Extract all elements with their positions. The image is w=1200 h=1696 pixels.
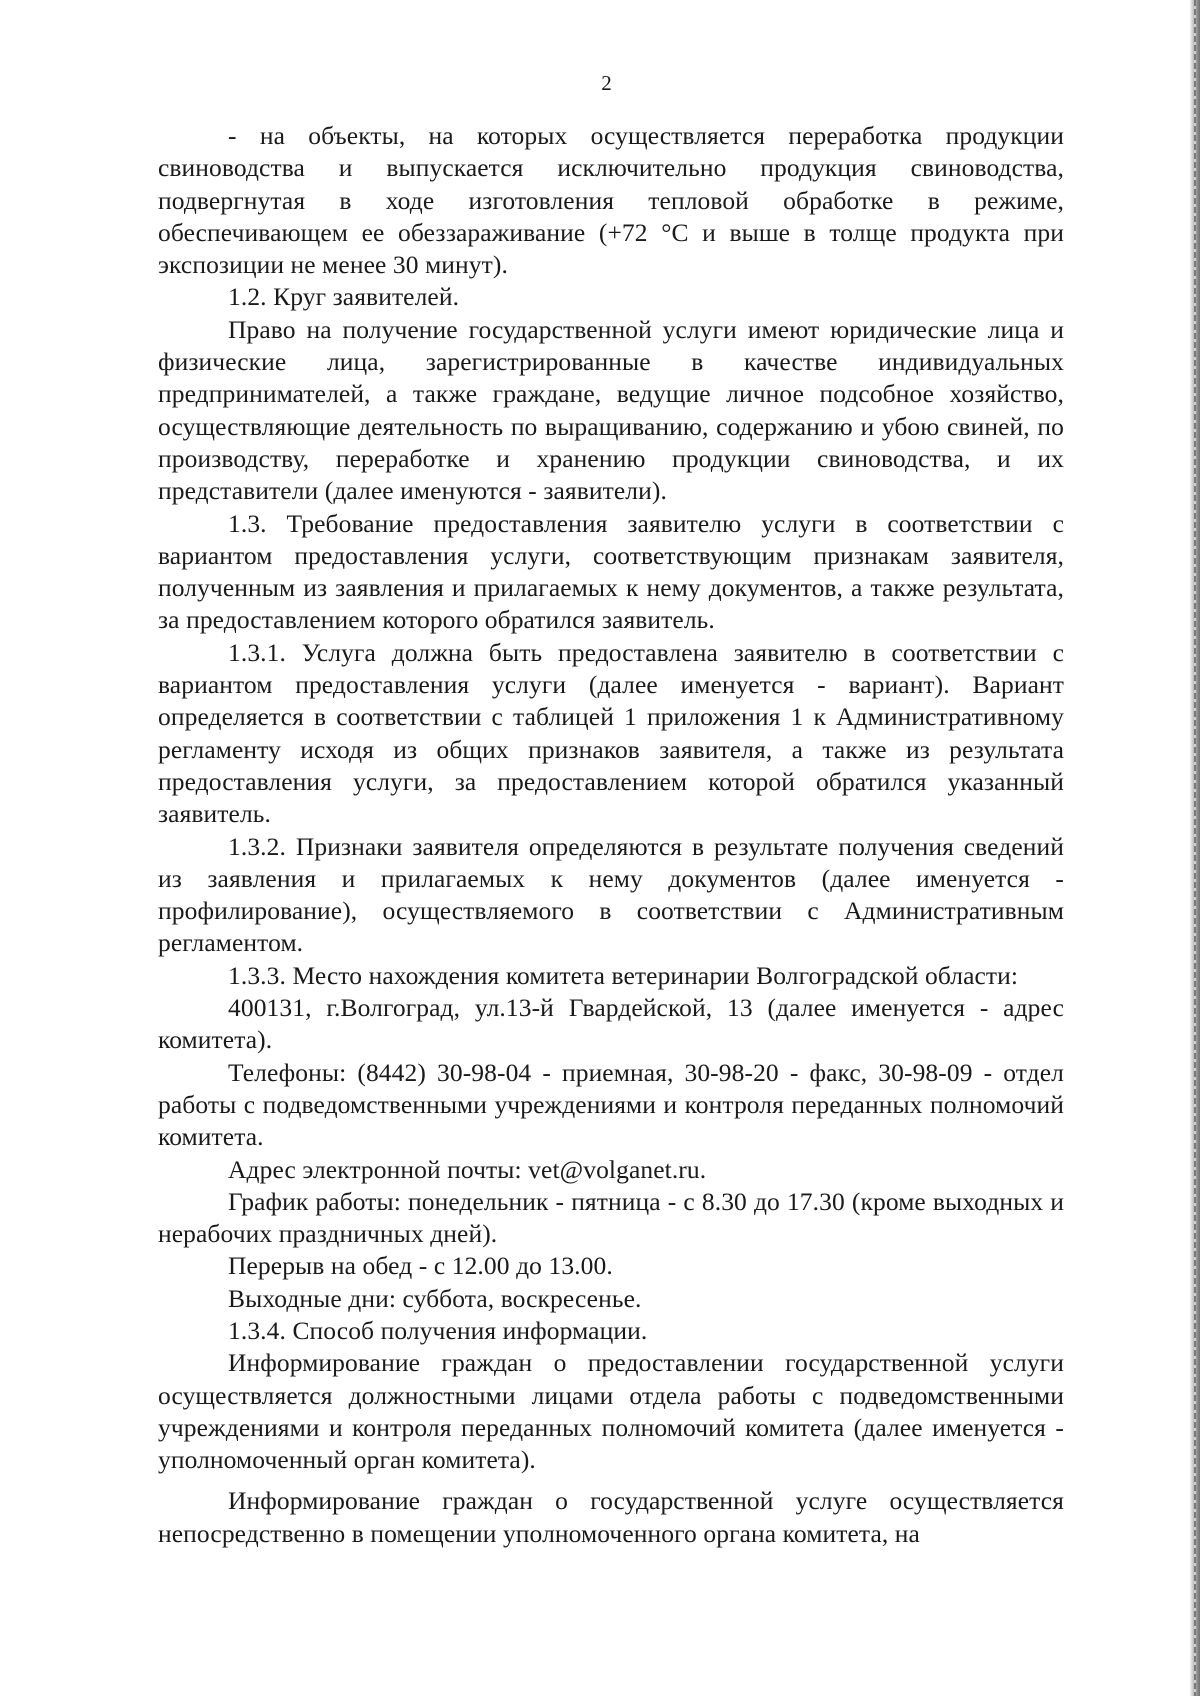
paragraph-applicants-right: Право на получение государственной услуги имеют юридические лица и физические лица, зарегистрированные в качестве индивидуальных предпринимателей, а также граждане, ведущие личное подсобное хозяйство, осуществляющие деятельность по выращиванию, содержанию и убою свиней, по производству, переработке и хранению продукции свиноводства, и их представители (далее именуются - заявители).: [158, 314, 1064, 506]
paragraph-email: Адрес электронной почты: vet@volganet.ru.: [228, 1154, 707, 1184]
document-body: [158, 120, 1064, 1550]
section-heading-applicants: 1.2. Круг заявителей.: [228, 282, 460, 312]
paragraph-informing-officials: Информирование граждан о предоставлении государственной услуги осуществляется должностными лицами отдела работы с подведомственными учреждениями и контроля переданных полномочий комитета (далее именуется - уполномоченный орган комитета).: [158, 1348, 1064, 1475]
paragraph-processing-objects: - на объекты, на которых осуществляется переработка продукции свиноводства и выпускается исключительно продукция свиноводства, подвергнутая в ходе изготовления тепловой обработке в режиме, обеспечивающем ее обеззараживание (+72 °С и выше в толще продукта при экспозиции не менее 30 минут).: [158, 121, 1064, 280]
paragraph-days-off: Выходные дни: суббота, воскресенье.: [228, 1283, 642, 1313]
paragraph-committee-address: 400131, г.Волгоград, ул.13-й Гвардейской, 13 (далее именуется - адрес комитета).: [158, 993, 1064, 1055]
page-number: 2: [601, 71, 612, 95]
section-heading-requirement: 1.3. Требование предоставления заявителю услуги в соответствии с вариантом предоставления услуги, соответствующим признакам заявителя, полученным из заявления и прилагаемых к нему документов, а также результата, за предоставлением которого обратился заявитель.: [158, 508, 1064, 635]
section-heading-info-method: 1.3.4. Способ получения информации.: [228, 1315, 648, 1345]
paragraph-service-variant: 1.3.1. Услуга должна быть предоставлена заявителю в соответствии с вариантом предоставления услуги (далее именуется - вариант). Вариант определяется в соответствии с таблицей 1 приложения 1 к Административному регламенту исходя из общих признаков заявителя, а также из результата предоставления услуги, за предоставлением которой обратился указанный заявитель.: [158, 637, 1064, 829]
paragraph-committee-location: 1.3.3. Место нахождения комитета ветеринарии Волгоградской области:: [228, 960, 1019, 990]
paragraph-work-schedule: График работы: понедельник - пятница - с 8.30 до 17.30 (кроме выходных и нерабочих праздничных дней).: [158, 1186, 1064, 1249]
paragraph-applicant-features: 1.3.2. Признаки заявителя определяются в результате получения сведений из заявления и прилагаемых к нему документов (далее именуется - профилирование), осуществляемого в соответствии с Административным регламентом.: [158, 831, 1064, 958]
paragraph-lunch-break: Перерыв на обед - с 12.00 до 13.00.: [228, 1251, 613, 1281]
paragraph-phones: Телефоны: (8442) 30-98-04 - приемная, 30-98-20 - факс, 30-98-09 - отдел работы с подведомственными учреждениями и контроля переданных полномочий комитета.: [158, 1057, 1064, 1152]
paragraph-informing-premises: Информирование граждан о государственной услуге осуществляется непосредственно в помещении уполномоченного органа комитета, на: [158, 1486, 1064, 1548]
scan-edge-shadow: [1190, 0, 1200, 1696]
